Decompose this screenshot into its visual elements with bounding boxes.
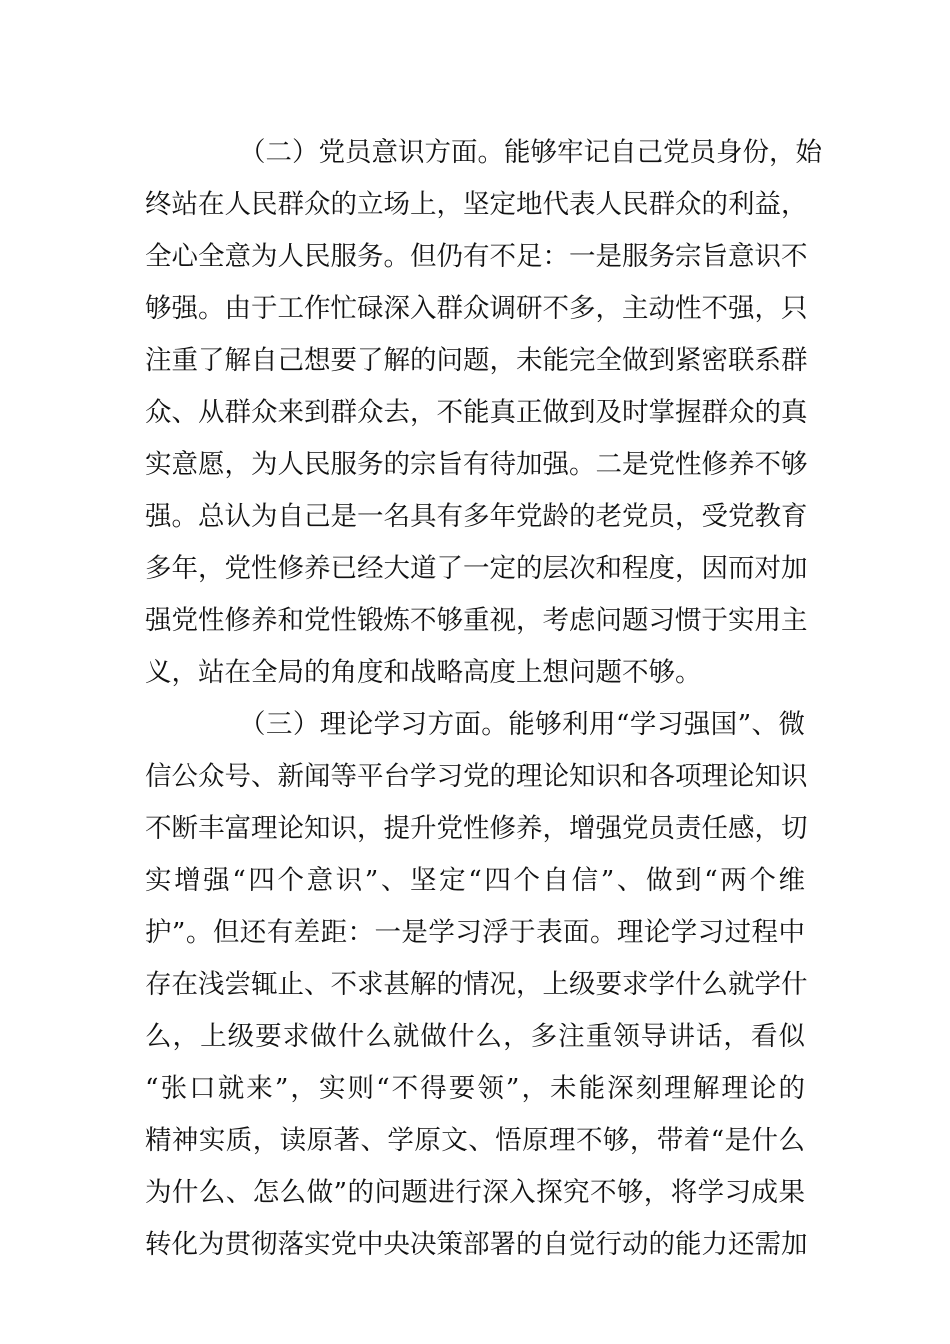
text-line: 实意愿，为人民服务的宗旨有待加强。二是党性修养不够 <box>145 449 808 480</box>
text-line: 护”。但还有差距：一是学习浮于表面。理论学习过程中 <box>145 917 805 948</box>
text-line: 注重了解自己想要了解的问题，未能完全做到紧密联系群 <box>145 345 808 376</box>
text-line: 为什么、怎么做”的问题进行深入探究不够，将学习成果 <box>145 1177 805 1208</box>
text-line: 全心全意为人民服务。但仍有不足：一是服务宗旨意识不 <box>145 241 808 272</box>
text-line: 多年，党性修养已经大道了一定的层次和程度，因而对加 <box>145 553 808 584</box>
text-line: 强。总认为自己是一名具有多年党龄的老党员，受党教育 <box>145 501 808 532</box>
text-line: 转化为贯彻落实党中央决策部署的自觉行动的能力还需加 <box>145 1229 808 1260</box>
text-line: “张口就来”，实则“不得要领”，未能深刻理解理论的 <box>145 1073 805 1104</box>
text-line: （三）理论学习方面。能够利用“学习强国”、微 <box>239 709 805 740</box>
text-line: 义，站在全局的角度和战略高度上想问题不够。 <box>145 657 702 688</box>
text-line: （二）党员意识方面。能够牢记自己党员身份，始 <box>239 137 822 168</box>
text-line: 众、从群众来到群众去，不能真正做到及时掌握群众的真 <box>145 397 808 428</box>
text-line: 实增强“四个意识”、坚定“四个自信”、做到“两个维 <box>145 865 805 896</box>
text-line: 终站在人民群众的立场上，坚定地代表人民群众的利益， <box>145 189 808 220</box>
text-line: 存在浅尝辄止、不求甚解的情况，上级要求学什么就学什 <box>145 969 808 1000</box>
text-line: 不断丰富理论知识，提升党性修养，增强党员责任感，切 <box>145 813 808 844</box>
text-line: 信公众号、新闻等平台学习党的理论知识和各项理论知识 <box>145 761 808 792</box>
text-line: 够强。由于工作忙碌深入群众调研不多，主动性不强，只 <box>145 293 808 324</box>
text-line: 精神实质，读原著、学原文、悟原理不够，带着“是什么 <box>145 1125 805 1156</box>
text-line: 强党性修养和党性锻炼不够重视，考虑问题习惯于实用主 <box>145 605 808 636</box>
text-line: 么，上级要求做什么就做什么，多注重领导讲话，看似 <box>145 1021 805 1052</box>
